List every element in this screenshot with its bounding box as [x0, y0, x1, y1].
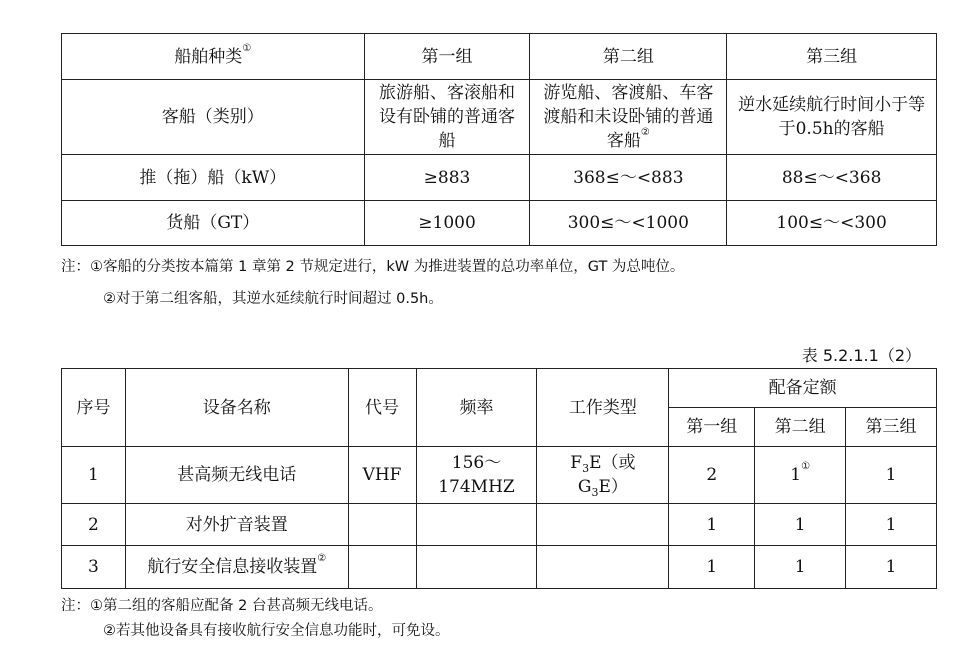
cell-text: 航行安全信息接收装置: [147, 557, 318, 577]
cell-group-2: 368≤～<883: [530, 155, 727, 201]
cell-seq: 3: [62, 546, 126, 589]
cell-equipment-name: [125, 546, 348, 589]
cell-group-1: 旅游船、客滚船和设有卧铺的普通客船: [364, 80, 530, 155]
table-row: [62, 546, 937, 589]
row-label: 客船（类别）: [62, 80, 365, 155]
cell-work-type: [537, 504, 669, 546]
cell-group-1: 2: [669, 447, 755, 504]
row-label: 推（拖）船（kW）: [62, 155, 365, 201]
header-group-3: 第三组: [727, 34, 937, 80]
cell-group-2: [530, 80, 727, 155]
cell-equipment-name: 对外扩音装置: [125, 504, 348, 546]
header-group-2: 第二组: [530, 34, 727, 80]
work-type-part: F: [570, 453, 583, 473]
cell-group-3: 逆水延续航行时间小于等于0.5h的客船: [727, 80, 937, 155]
equipment-table: [61, 368, 937, 589]
cell-text: 1: [790, 465, 802, 485]
freq-line-1: 156～: [451, 453, 502, 473]
footnote-mark: ①: [242, 42, 252, 54]
table-row: [62, 155, 937, 201]
cell-group-3: 1: [846, 504, 937, 546]
header-group-1: 第一组: [364, 34, 530, 80]
footnote-mark: ②: [317, 553, 327, 564]
cell-frequency: [416, 447, 537, 504]
table1-note-2: ②对于第二组客船，其逆水延续航行时间超过 0.5h。: [103, 291, 443, 307]
table-caption: 表 5.2.1.1（2）: [801, 346, 921, 365]
table-row: [62, 504, 937, 546]
header-group-3: 第三组: [846, 408, 937, 447]
header-equipment-name: 设备名称: [125, 369, 348, 447]
cell-seq: 2: [62, 504, 126, 546]
cell-group-2: [755, 447, 846, 504]
cell-seq: 1: [62, 447, 126, 504]
cell-group-2: 300≤～<1000: [530, 201, 727, 246]
header-group-2: 第二组: [755, 408, 846, 447]
table-header-row: [62, 34, 937, 80]
work-type-part: E）: [598, 477, 628, 497]
footnote-mark: ①: [801, 461, 811, 472]
header-work-type: 工作类型: [537, 369, 669, 447]
header-frequency: 频率: [416, 369, 537, 447]
cell-group-1: 1: [669, 546, 755, 589]
header-ship-type: [62, 34, 365, 80]
ship-classification-table: [61, 33, 937, 246]
cell-group-1: ≥883: [364, 155, 530, 201]
cell-group-3: 100≤～<300: [727, 201, 937, 246]
cell-group-1: ≥1000: [364, 201, 530, 246]
cell-text: 游览船、客渡船、车客渡船和未设卧铺的普通客船: [543, 83, 714, 151]
table2-note-2: ②若其他设备具有接收航行安全信息功能时，可免设。: [103, 623, 450, 639]
cell-frequency: [416, 504, 537, 546]
subscript: 3: [591, 486, 599, 499]
table-row: [62, 201, 937, 246]
cell-group-3: 1: [846, 447, 937, 504]
freq-line-2: 174MHZ: [438, 477, 515, 497]
table2-note-1: 注：①第二组的客船应配备 2 台甚高频无线电话。: [61, 598, 383, 614]
header-label: 船舶种类: [174, 46, 243, 67]
cell-group-1: 1: [669, 504, 755, 546]
cell-group-2: 1: [755, 546, 846, 589]
cell-work-type: [537, 447, 669, 504]
cell-frequency: [416, 546, 537, 589]
header-group-1: 第一组: [669, 408, 755, 447]
header-seq: 序号: [62, 369, 126, 447]
cell-work-type: [537, 546, 669, 589]
cell-group-3: 1: [846, 546, 937, 589]
cell-group-2: 1: [755, 504, 846, 546]
table-header-row: [62, 369, 937, 408]
subscript: 3: [582, 462, 590, 475]
cell-equipment-name: 甚高频无线电话: [125, 447, 348, 504]
cell-code: [348, 504, 416, 546]
cell-code: VHF: [348, 447, 416, 504]
row-label: 货船（GT）: [62, 201, 365, 246]
footnote-mark: ②: [640, 127, 650, 138]
table-row: [62, 80, 937, 155]
header-code: 代号: [348, 369, 416, 447]
cell-group-3: 88≤～<368: [727, 155, 937, 201]
cell-code: [348, 546, 416, 589]
table1-note-1: 注：①客船的分类按本篇第 1 章第 2 节规定进行，kW 为推进装置的总功率单位，GT 为总吨位。: [61, 259, 685, 275]
table-row: [62, 447, 937, 504]
header-quota: 配备定额: [669, 369, 937, 408]
work-type-part: E（或 G: [577, 453, 636, 497]
